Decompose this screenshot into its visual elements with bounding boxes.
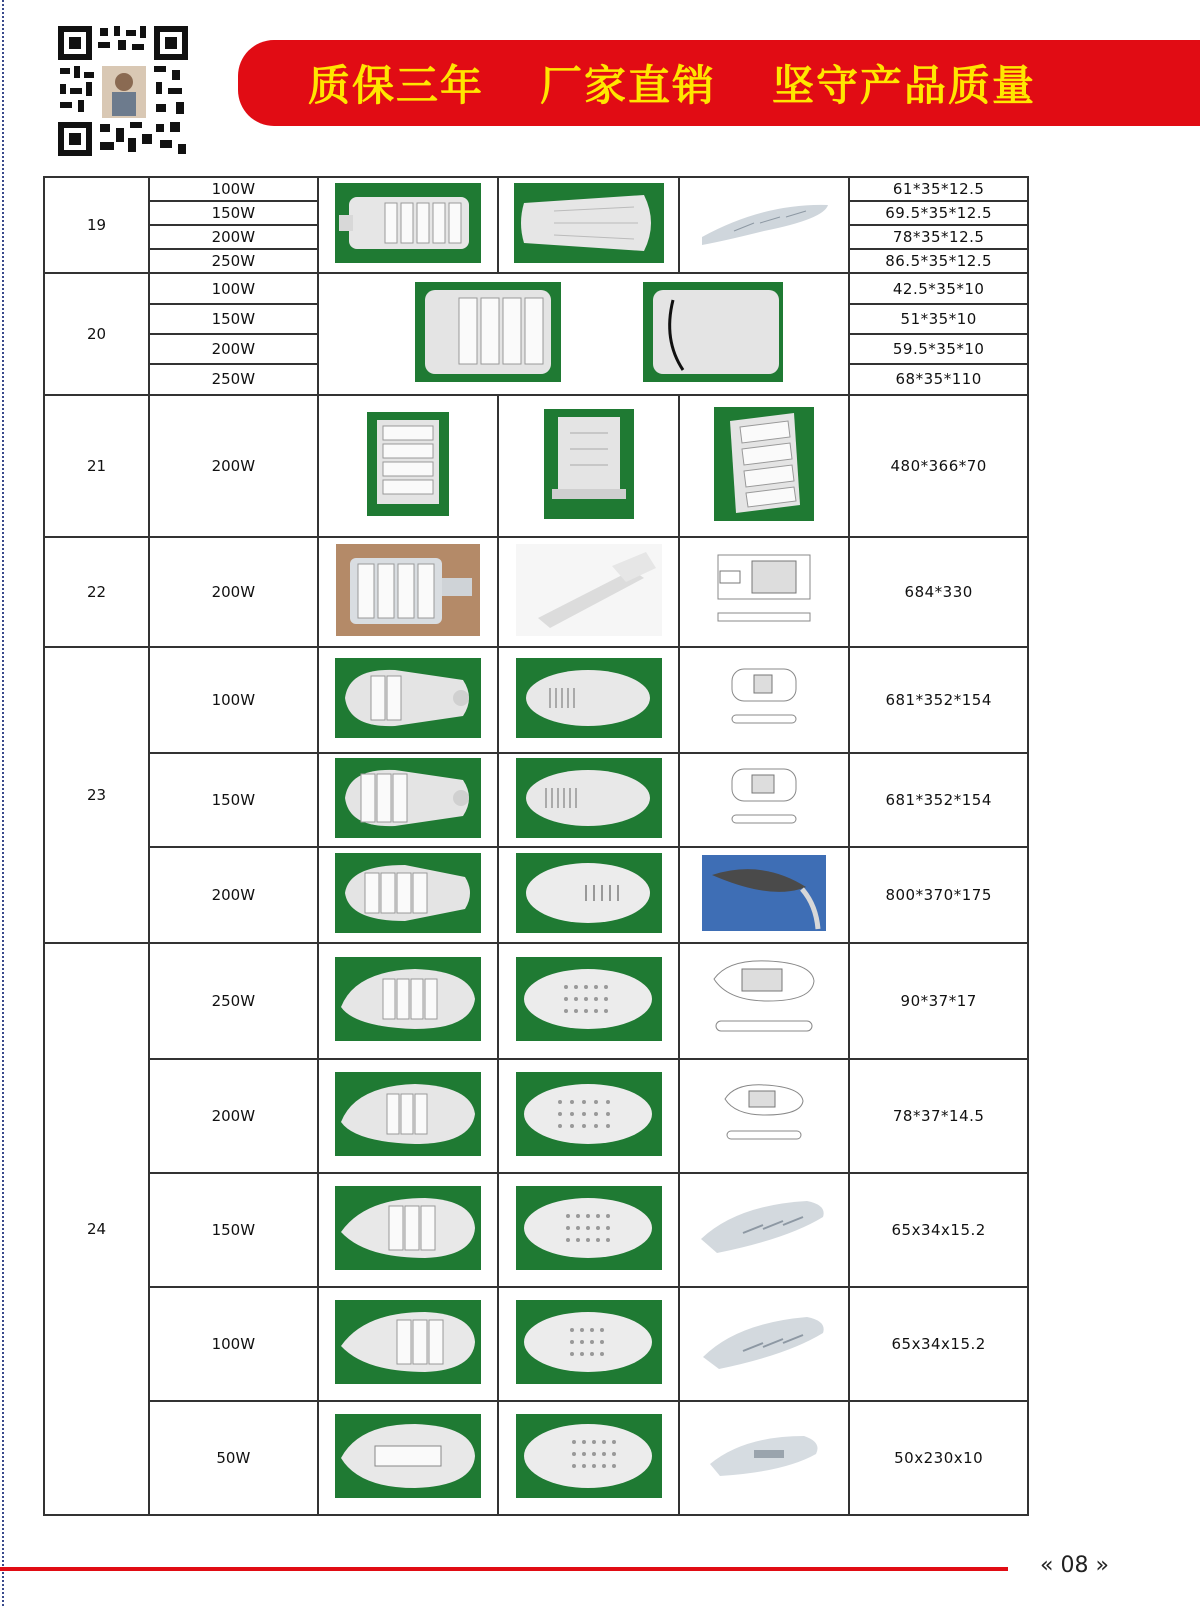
power-value: 200W xyxy=(150,335,316,365)
size-value: 50x230x10 xyxy=(849,1401,1028,1515)
product-photo-front xyxy=(318,1059,499,1173)
product-photo-front xyxy=(318,647,499,753)
table-row xyxy=(44,647,1028,753)
size-value: 800*370*175 xyxy=(849,847,1028,943)
size-value: 65x34x15.2 xyxy=(849,1173,1028,1287)
model-number: 23 xyxy=(44,647,149,943)
model-number: 20 xyxy=(44,273,149,395)
product-photo-side xyxy=(679,1287,849,1401)
product-photo-back xyxy=(498,753,679,847)
product-photo-front xyxy=(318,537,499,647)
power-cell xyxy=(149,273,317,395)
model-number: 19 xyxy=(44,177,149,273)
size-value: 65x34x15.2 xyxy=(849,1287,1028,1401)
page-edge-dots xyxy=(2,0,4,1606)
power-value: 150W xyxy=(150,202,316,226)
product-photo-front xyxy=(318,1287,499,1401)
power-value: 100W xyxy=(150,275,316,305)
product-spec-table xyxy=(43,176,1029,1516)
product-photo-back xyxy=(498,177,679,273)
product-photo-front xyxy=(318,847,499,943)
product-drawing xyxy=(679,647,849,753)
product-photo-front xyxy=(318,753,499,847)
power-value: 250W xyxy=(211,370,256,388)
product-photo-back xyxy=(498,1059,679,1173)
product-drawing xyxy=(679,537,849,647)
product-photo-angle xyxy=(498,537,679,647)
qr-code-icon xyxy=(56,24,190,158)
product-photo-pole xyxy=(679,847,849,943)
size-value: 59.5*35*10 xyxy=(850,335,1027,365)
table-row xyxy=(44,177,1028,273)
power-value: 100W xyxy=(149,1287,317,1401)
power-value: 100W xyxy=(149,647,317,753)
power-value: 100W xyxy=(150,178,316,202)
table-row xyxy=(44,537,1028,647)
table-row xyxy=(44,753,1028,847)
slogan-quality: 坚守产品质量 xyxy=(772,61,1037,110)
size-value: 78*37*14.5 xyxy=(849,1059,1028,1173)
product-photo-front xyxy=(318,1173,499,1287)
footer-red-rule xyxy=(0,1567,1008,1571)
model-number: 22 xyxy=(44,537,149,647)
size-value: 90*37*17 xyxy=(849,943,1028,1059)
power-value: 150W xyxy=(150,305,316,335)
product-photo-side xyxy=(679,1401,849,1515)
power-value: 150W xyxy=(149,1173,317,1287)
table-row xyxy=(44,1059,1028,1173)
power-value: 250W xyxy=(211,252,256,270)
power-value: 250W xyxy=(149,943,317,1059)
power-value: 200W xyxy=(149,395,317,537)
table-row xyxy=(44,395,1028,537)
table-row xyxy=(44,943,1028,1059)
table-row xyxy=(44,1173,1028,1287)
size-value: 480*366*70 xyxy=(849,395,1028,537)
power-value: 50W xyxy=(149,1401,317,1515)
size-value: 42.5*35*10 xyxy=(850,275,1027,305)
size-cell xyxy=(849,177,1028,273)
size-value: 684*330 xyxy=(849,537,1028,647)
product-photo-back xyxy=(498,1401,679,1515)
table-row xyxy=(44,1401,1028,1515)
size-value: 681*352*154 xyxy=(849,753,1028,847)
table-row xyxy=(44,1287,1028,1401)
size-value: 51*35*10 xyxy=(850,305,1027,335)
product-photo-back xyxy=(498,1287,679,1401)
product-photo-back xyxy=(498,847,679,943)
power-value: 200W xyxy=(149,847,317,943)
model-number: 21 xyxy=(44,395,149,537)
product-photo-front xyxy=(318,1401,499,1515)
model-number: 24 xyxy=(44,943,149,1515)
slogan-banner xyxy=(238,40,1200,126)
power-value: 200W xyxy=(149,1059,317,1173)
size-value: 69.5*35*12.5 xyxy=(850,202,1027,226)
table-row xyxy=(44,273,1028,395)
size-value: 61*35*12.5 xyxy=(850,178,1027,202)
product-photo-back xyxy=(498,943,679,1059)
size-value: 78*35*12.5 xyxy=(850,226,1027,250)
product-photo-side xyxy=(679,1173,849,1287)
product-photo-back xyxy=(498,1173,679,1287)
table-row xyxy=(44,847,1028,943)
product-photo-back xyxy=(498,647,679,753)
size-value: 86.5*35*12.5 xyxy=(885,252,993,270)
product-drawing xyxy=(679,753,849,847)
product-photo-back xyxy=(498,395,679,537)
size-value: 68*35*110 xyxy=(895,370,982,388)
product-photo-front xyxy=(318,943,499,1059)
page-number: « 08 » xyxy=(1040,1553,1109,1578)
product-photo-front xyxy=(318,177,499,273)
power-value: 150W xyxy=(149,753,317,847)
product-drawing xyxy=(679,1059,849,1173)
size-cell xyxy=(849,273,1028,395)
product-photo-angle xyxy=(679,395,849,537)
power-value: 200W xyxy=(149,537,317,647)
power-value: 200W xyxy=(150,226,316,250)
product-photo-front xyxy=(318,395,499,537)
slogan-factory-direct: 厂家直销 xyxy=(540,61,717,110)
product-photo-side xyxy=(679,177,849,273)
product-photo-pair xyxy=(318,273,850,395)
power-cell xyxy=(149,177,317,273)
product-drawing xyxy=(679,943,849,1059)
size-value: 681*352*154 xyxy=(849,647,1028,753)
slogan-warranty: 质保三年 xyxy=(308,61,485,110)
